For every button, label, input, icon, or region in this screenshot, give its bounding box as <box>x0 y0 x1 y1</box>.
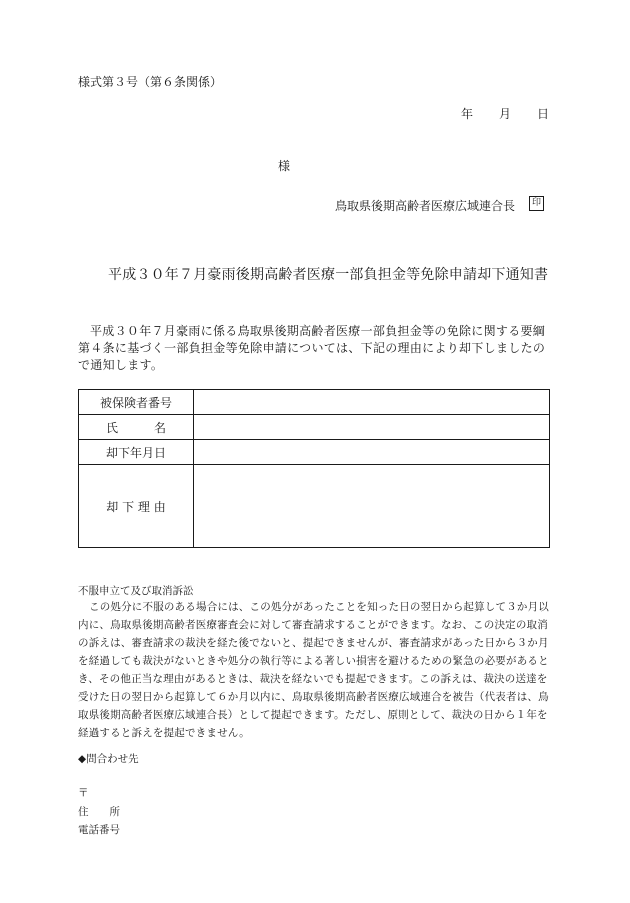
table-row <box>79 465 550 548</box>
notice-body: 平成３０年７月豪雨に係る鳥取県後期高齢者医療一部負担金等の免除に関する要綱第４条に基づく一部負担金等免除申請については、下記の理由により却下しましたので通知します。 <box>78 324 546 372</box>
seal-icon: 印 <box>529 196 544 211</box>
phone-label: 電話番号 <box>78 824 120 836</box>
name-label: 氏 名 <box>79 415 194 440</box>
table-row <box>79 440 550 465</box>
date-year-label: 年 <box>461 107 474 121</box>
address-label: 住 所 <box>78 806 120 818</box>
issuer-name: 鳥取県後期高齢者医療広域連合長 <box>335 199 516 213</box>
insured-number-label: 被保険者番号 <box>79 390 194 415</box>
rejection-reason-label: 却 下 理 由 <box>79 465 194 548</box>
addressee-suffix: 様 <box>278 159 291 173</box>
form-number: 様式第３号（第６条関係） <box>78 75 223 89</box>
document-title: 平成３０年７月豪雨後期高齢者医療一部負担金等免除申請却下通知書 <box>108 267 549 283</box>
postal-mark: 〒 <box>78 787 89 799</box>
date-month-label: 月 <box>499 107 512 121</box>
contact-heading: ◆問合わせ先 <box>78 753 139 765</box>
insured-number-value <box>194 390 550 415</box>
objection-heading: 不服申立て及び取消訴訟 <box>78 585 194 597</box>
rejection-date-value <box>194 440 550 465</box>
info-table <box>78 389 550 548</box>
table-row <box>79 390 550 415</box>
rejection-date-label: 却下年月日 <box>79 440 194 465</box>
name-value <box>194 415 550 440</box>
date-line <box>461 105 549 122</box>
rejection-reason-value <box>194 465 550 548</box>
date-day-label: 日 <box>537 107 550 121</box>
objection-text: この処分に不服のある場合には、この処分があったことを知った日の翌日から起算して３か月以内に、鳥取県後期高齢者医療審査会に対して審査請求することができます。なお、この決定の取消の訴えは、審査請求の裁決を経た後でないと、提起できませんが、審査請求があった日から３か月を経過しても裁決がないときや処分の執行等による著しい損害を避けるための緊急の必要があるとき、その他正当な理由があるときは、裁決を経ないでも提起できます。この訴えは、裁決の送達を受けた日の翌日から起算して６か月以内に、鳥取県後期高齢者医療広域連合を被告（代表者は、鳥取県後期高齢者医療広域連合長）として提起できます。ただし、原則として、裁決の日から１年を経過すると訴えを提起できません。 <box>78 601 549 739</box>
table-row <box>79 415 550 440</box>
